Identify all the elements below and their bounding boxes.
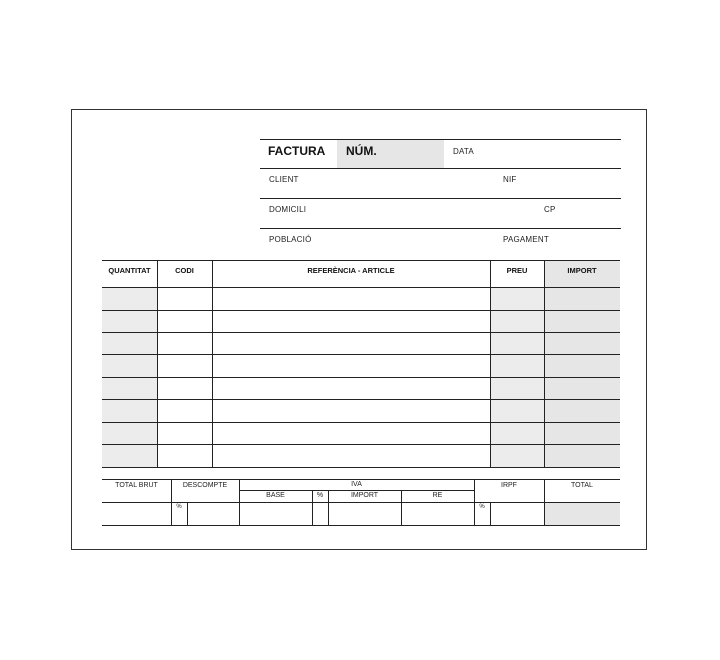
col-header-codi: CODI xyxy=(175,266,194,275)
table-col-divider xyxy=(212,260,213,467)
data-label: DATA xyxy=(453,147,474,156)
iva-pct-label: % xyxy=(316,492,324,499)
iva-import-label: IMPORT xyxy=(350,492,379,499)
table-top-rule xyxy=(102,260,620,261)
col-header-preu: PREU xyxy=(506,266,528,275)
client-label: CLIENT xyxy=(269,175,299,184)
irpf-pct-sign: % xyxy=(479,504,485,510)
totals-divider xyxy=(187,502,188,525)
table-header-rule xyxy=(102,287,620,288)
table-col-divider xyxy=(490,260,491,467)
header-rule-2 xyxy=(260,168,621,169)
total-value-shade xyxy=(544,503,620,525)
col-header-referencia: REFERÈNCIA - ARTICLE xyxy=(307,266,395,275)
total-label: TOTAL xyxy=(571,482,593,489)
table-col-divider xyxy=(157,260,158,467)
irpf-label: IRPF xyxy=(501,482,517,489)
table-row-rule xyxy=(102,422,620,423)
pagament-label: PAGAMENT xyxy=(503,235,549,244)
table-col-divider xyxy=(544,260,545,467)
descompte-pct-sign: % xyxy=(176,504,182,510)
re-label: RE xyxy=(432,492,443,499)
header-rule-4 xyxy=(260,228,621,229)
table-row-rule xyxy=(102,310,620,311)
import-column-shade xyxy=(544,260,620,467)
poblacio-label: POBLACIÓ xyxy=(269,235,312,244)
iva-sub-rule xyxy=(239,490,474,491)
table-row-rule xyxy=(102,332,620,333)
cp-label: CP xyxy=(544,205,556,214)
iva-label: IVA xyxy=(351,481,362,488)
table-row-rule xyxy=(102,444,620,445)
table-row-rule xyxy=(102,399,620,400)
factura-title: FACTURA xyxy=(268,144,326,158)
totals-bottom-rule xyxy=(102,525,620,526)
table-row-rule xyxy=(102,377,620,378)
descompte-label: DESCOMPTE xyxy=(182,482,228,489)
num-label: NÚM. xyxy=(346,144,377,158)
header-rule-1 xyxy=(260,139,621,140)
invoice-sheet xyxy=(71,109,647,550)
table-bottom-rule xyxy=(102,467,620,468)
domicili-label: DOMICILI xyxy=(269,205,307,214)
nif-label: NIF xyxy=(503,175,517,184)
col-header-quantitat: QUANTITAT xyxy=(108,266,151,275)
table-row-rule xyxy=(102,354,620,355)
total-brut-label: TOTAL BRUT xyxy=(115,482,158,489)
header-rule-3 xyxy=(260,198,621,199)
totals-top-rule xyxy=(102,479,620,480)
totals-divider xyxy=(490,502,491,525)
totals-mid-rule xyxy=(102,502,620,503)
col-header-import: IMPORT xyxy=(567,266,597,275)
base-label: BASE xyxy=(266,492,285,499)
